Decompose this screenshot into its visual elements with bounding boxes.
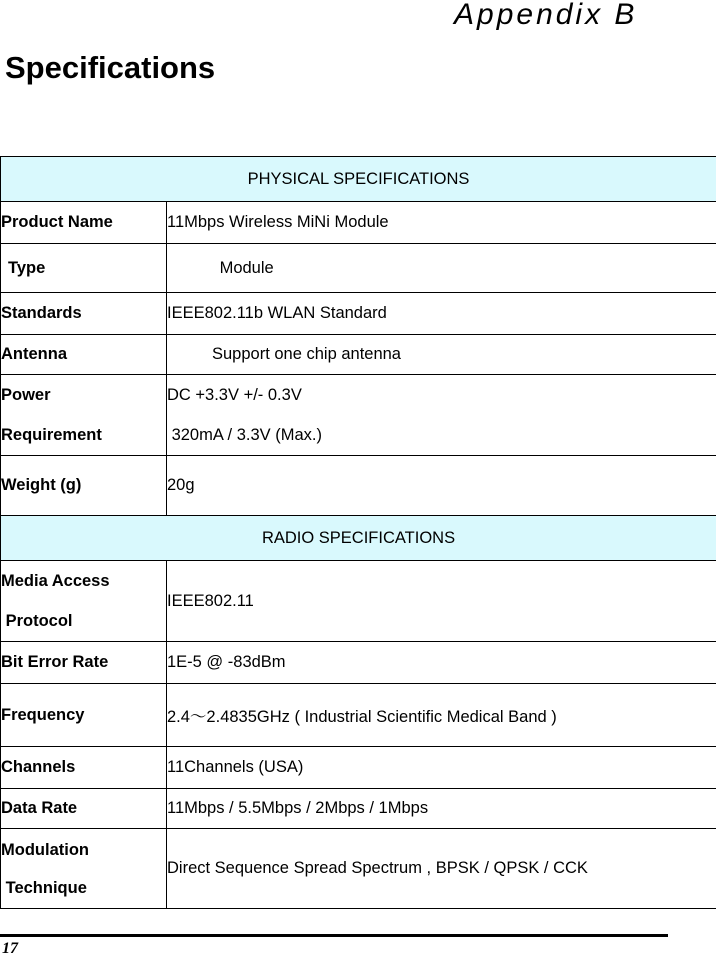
spec-label: Bit Error Rate [1, 642, 167, 684]
spec-value: IEEE802.11b WLAN Standard [167, 293, 716, 335]
spec-value: 11Channels (USA) [167, 747, 716, 789]
spec-label: Standards [1, 293, 167, 335]
spec-value: 2.4～2.4835GHz ( Industrial Scientific Medical Band ) [167, 684, 716, 747]
footer-divider [0, 934, 668, 937]
spec-label: Data Rate [1, 789, 167, 829]
table-row [1, 335, 716, 375]
spec-value: IEEE802.11 [167, 561, 716, 642]
appendix-heading: Appendix B [454, 0, 637, 32]
spec-label: Type [1, 244, 167, 293]
page-title: Specifications [5, 50, 215, 86]
physical-section-heading: PHYSICAL SPECIFICATIONS [1, 157, 716, 202]
spec-value: Support one chip antenna [167, 335, 716, 375]
physical-section-row [1, 157, 716, 202]
spec-label: Weight (g) [1, 456, 167, 516]
spec-value: 11Mbps Wireless MiNi Module [167, 202, 716, 244]
table-row [1, 829, 716, 909]
spec-label: Antenna [1, 335, 167, 375]
table-row [1, 789, 716, 829]
table-row [1, 561, 716, 642]
spec-value: 1E-5 @ -83dBm [167, 642, 716, 684]
table-row [1, 244, 716, 293]
spec-table [0, 156, 716, 909]
spec-value: 11Mbps / 5.5Mbps / 2Mbps / 1Mbps [167, 789, 716, 829]
table-row [1, 202, 716, 244]
spec-label: Modulation Technique [1, 829, 167, 909]
spec-label: Frequency [1, 684, 167, 747]
spec-value: Direct Sequence Spread Spectrum , BPSK / QPSK / CCK [167, 829, 716, 909]
spec-label: Media Access Protocol [1, 561, 167, 642]
spec-value: 20g [167, 456, 716, 516]
page-number: 17 [2, 940, 18, 958]
table-row [1, 747, 716, 789]
spec-value: DC +3.3V +/- 0.3V 320mA / 3.3V (Max.) [167, 375, 716, 456]
spec-value: Module [167, 244, 716, 293]
table-row [1, 456, 716, 516]
table-row [1, 642, 716, 684]
radio-section-row [1, 516, 716, 561]
table-row [1, 293, 716, 335]
spec-label: Power Requirement [1, 375, 167, 456]
spec-label: Product Name [1, 202, 167, 244]
table-row [1, 375, 716, 456]
table-row [1, 684, 716, 747]
spec-label: Channels [1, 747, 167, 789]
radio-section-heading: RADIO SPECIFICATIONS [1, 516, 716, 561]
